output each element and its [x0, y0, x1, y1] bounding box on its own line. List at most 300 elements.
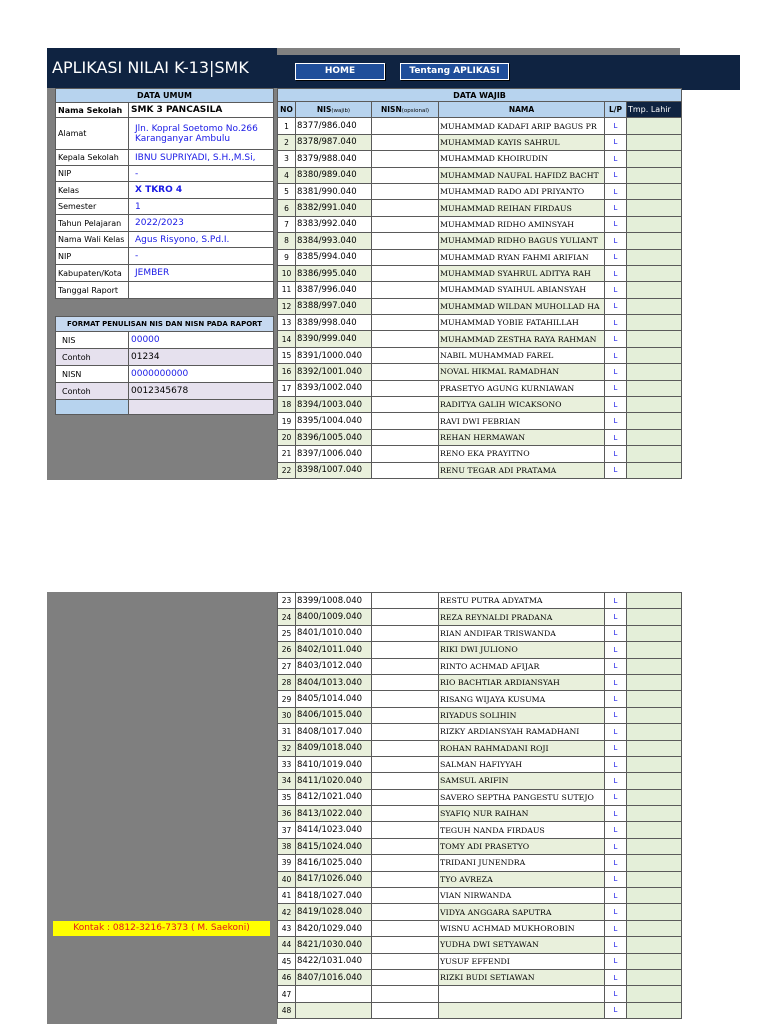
- student-lp[interactable]: L: [605, 740, 627, 756]
- student-nisn[interactable]: [372, 789, 439, 805]
- student-nisn[interactable]: [372, 691, 439, 707]
- table-row: [278, 822, 682, 838]
- student-nisn[interactable]: [372, 151, 439, 167]
- student-nis[interactable]: 8383/992.040: [296, 216, 372, 232]
- student-nama[interactable]: MUHAMMAD YOBIE FATAHILLAH: [439, 315, 605, 331]
- student-nisn[interactable]: [372, 707, 439, 723]
- student-nama[interactable]: RAVI DWI FEBRIAN: [439, 413, 605, 429]
- student-lp[interactable]: L: [605, 298, 627, 314]
- student-nisn[interactable]: [372, 756, 439, 772]
- student-tmp-lahir[interactable]: [627, 756, 682, 772]
- student-lp[interactable]: L: [605, 167, 627, 183]
- student-nis[interactable]: 8409/1018.040: [296, 740, 372, 756]
- table-row: [278, 429, 682, 445]
- student-lp[interactable]: L: [605, 642, 627, 658]
- student-nis[interactable]: 8392/1001.040: [296, 364, 372, 380]
- table-row: [278, 707, 682, 723]
- student-lp[interactable]: L: [605, 691, 627, 707]
- student-nisn[interactable]: [372, 838, 439, 854]
- student-nama[interactable]: MUHAMMAD SYAIHUL ABIANSYAH: [439, 282, 605, 298]
- student-tmp-lahir[interactable]: [627, 429, 682, 445]
- student-nama[interactable]: TEGUH NANDA FIRDAUS: [439, 822, 605, 838]
- student-nama[interactable]: RIZKY ARDIANSYAH RAMADHANI: [439, 724, 605, 740]
- student-lp[interactable]: L: [605, 249, 627, 265]
- student-no: 31: [278, 724, 296, 740]
- student-nisn[interactable]: [372, 265, 439, 281]
- student-nis[interactable]: 8402/1011.040: [296, 642, 372, 658]
- student-tmp-lahir[interactable]: [627, 838, 682, 854]
- table-row: [278, 216, 682, 232]
- student-tmp-lahir[interactable]: [627, 822, 682, 838]
- student-lp[interactable]: L: [605, 609, 627, 625]
- student-nama[interactable]: [439, 986, 605, 1002]
- student-nis[interactable]: 8405/1014.040: [296, 691, 372, 707]
- student-nisn[interactable]: [372, 986, 439, 1002]
- student-nama[interactable]: MUHAMMAD KADAFI ARIP BAGUS PR: [439, 118, 605, 134]
- student-tmp-lahir[interactable]: [627, 298, 682, 314]
- student-tmp-lahir[interactable]: [627, 216, 682, 232]
- table-row: [278, 183, 682, 199]
- value-format-nisn[interactable]: 0000000000: [129, 366, 274, 383]
- student-nisn[interactable]: [372, 937, 439, 953]
- student-lp[interactable]: L: [605, 789, 627, 805]
- student-lp[interactable]: L: [605, 397, 627, 413]
- student-lp[interactable]: L: [605, 183, 627, 199]
- student-nama[interactable]: MUHAMMAD ZESTHA RAYA RAHMAN: [439, 331, 605, 347]
- value-semester[interactable]: 1: [129, 199, 274, 215]
- student-lp[interactable]: L: [605, 756, 627, 772]
- student-nama[interactable]: SYAFIQ NUR RAIHAN: [439, 806, 605, 822]
- student-no: 22: [278, 462, 296, 478]
- student-lp[interactable]: L: [605, 953, 627, 969]
- student-nis[interactable]: 8418/1027.040: [296, 888, 372, 904]
- student-lp[interactable]: L: [605, 707, 627, 723]
- student-nis[interactable]: 8410/1019.040: [296, 756, 372, 772]
- student-lp[interactable]: L: [605, 151, 627, 167]
- student-nama[interactable]: MUHAMMAD KAYIS SAHRUL: [439, 134, 605, 150]
- student-nama[interactable]: WISNU ACHMAD MUKHOROBIN: [439, 920, 605, 936]
- student-nisn[interactable]: [372, 724, 439, 740]
- student-nisn[interactable]: [372, 249, 439, 265]
- student-nisn[interactable]: [372, 462, 439, 478]
- student-lp[interactable]: L: [605, 282, 627, 298]
- student-nisn[interactable]: [372, 380, 439, 396]
- student-lp[interactable]: L: [605, 855, 627, 871]
- student-nisn[interactable]: [372, 1002, 439, 1018]
- student-no: 48: [278, 1002, 296, 1018]
- student-nis[interactable]: 8411/1020.040: [296, 773, 372, 789]
- student-nama[interactable]: RIKI DWI JULIONO: [439, 642, 605, 658]
- home-button[interactable]: HOME: [295, 63, 385, 80]
- student-nama[interactable]: MUHAMMAD REIHAN FIRDAUS: [439, 200, 605, 216]
- student-tmp-lahir[interactable]: [627, 855, 682, 871]
- student-tmp-lahir[interactable]: [627, 183, 682, 199]
- student-no: 2: [278, 134, 296, 150]
- student-nisn[interactable]: [372, 855, 439, 871]
- student-lp[interactable]: L: [605, 118, 627, 134]
- student-nama[interactable]: MUHAMMAD RADO ADI PRIYANTO: [439, 183, 605, 199]
- student-nisn[interactable]: [372, 871, 439, 887]
- student-nis[interactable]: 8417/1026.040: [296, 871, 372, 887]
- student-tmp-lahir[interactable]: [627, 888, 682, 904]
- value-format-nis[interactable]: 00000: [129, 332, 274, 349]
- student-nis[interactable]: 8393/1002.040: [296, 380, 372, 396]
- student-nis[interactable]: 8382/991.040: [296, 200, 372, 216]
- student-tmp-lahir[interactable]: [627, 806, 682, 822]
- student-nisn[interactable]: [372, 167, 439, 183]
- student-no: 23: [278, 593, 296, 609]
- value-kepala-sekolah[interactable]: IBNU SUPRIYADI, S.H.,M.Si,: [129, 150, 274, 166]
- student-nisn[interactable]: [372, 642, 439, 658]
- student-no: 8: [278, 233, 296, 249]
- student-nama[interactable]: RADITYA GALIH WICAKSONO: [439, 397, 605, 413]
- table-row: [278, 249, 682, 265]
- student-nama[interactable]: RESTU PUTRA ADYATMA: [439, 593, 605, 609]
- student-nisn[interactable]: [372, 904, 439, 920]
- student-nis[interactable]: 8412/1021.040: [296, 789, 372, 805]
- student-nama[interactable]: ROHAN RAHMADANI ROJI: [439, 740, 605, 756]
- table-row: [278, 118, 682, 134]
- student-nisn[interactable]: [372, 298, 439, 314]
- student-nis[interactable]: 8419/1028.040: [296, 904, 372, 920]
- student-lp[interactable]: L: [605, 822, 627, 838]
- student-tmp-lahir[interactable]: [627, 315, 682, 331]
- table-row: [278, 298, 682, 314]
- student-nis[interactable]: 8385/994.040: [296, 249, 372, 265]
- student-nisn[interactable]: [372, 658, 439, 674]
- value-nip-wali[interactable]: -: [129, 248, 274, 265]
- student-lp[interactable]: L: [605, 134, 627, 150]
- student-nis[interactable]: 8422/1031.040: [296, 953, 372, 969]
- student-tmp-lahir[interactable]: [627, 118, 682, 134]
- student-lp[interactable]: L: [605, 724, 627, 740]
- student-nisn[interactable]: [372, 233, 439, 249]
- student-nis[interactable]: 8400/1009.040: [296, 609, 372, 625]
- student-lp[interactable]: L: [605, 446, 627, 462]
- student-nis[interactable]: 8394/1003.040: [296, 397, 372, 413]
- data-wajib-table-page-2: [277, 592, 682, 1019]
- student-nama[interactable]: MUHAMMAD SYAHRUL ADITYA RAH: [439, 265, 605, 281]
- student-nama[interactable]: NABIL MUHAMMAD FAREL: [439, 347, 605, 363]
- student-nisn[interactable]: [372, 315, 439, 331]
- student-nis[interactable]: 8413/1022.040: [296, 806, 372, 822]
- data-umum-title: DATA UMUM: [56, 89, 274, 103]
- value-tanggal-raport[interactable]: [129, 282, 274, 299]
- value-tahun-pelajaran[interactable]: 2022/2023: [129, 215, 274, 232]
- student-lp[interactable]: L: [605, 806, 627, 822]
- student-lp[interactable]: L: [605, 593, 627, 609]
- student-tmp-lahir[interactable]: [627, 151, 682, 167]
- student-nis[interactable]: 8395/1004.040: [296, 413, 372, 429]
- student-nama[interactable]: TYO AVREZA: [439, 871, 605, 887]
- value-nip-kepsek[interactable]: -: [129, 166, 274, 182]
- student-nis[interactable]: 8403/1012.040: [296, 658, 372, 674]
- label-kelas: Kelas: [56, 182, 129, 199]
- left-panel-background-2: [47, 592, 277, 1024]
- student-nisn[interactable]: [372, 740, 439, 756]
- student-tmp-lahir[interactable]: [627, 658, 682, 674]
- student-nis[interactable]: 8421/1030.040: [296, 937, 372, 953]
- student-lp[interactable]: L: [605, 364, 627, 380]
- student-tmp-lahir[interactable]: [627, 233, 682, 249]
- student-tmp-lahir[interactable]: [627, 789, 682, 805]
- student-lp[interactable]: L: [605, 937, 627, 953]
- student-nis[interactable]: 8384/993.040: [296, 233, 372, 249]
- student-no: 20: [278, 429, 296, 445]
- student-nisn[interactable]: [372, 806, 439, 822]
- student-lp[interactable]: L: [605, 871, 627, 887]
- student-nama[interactable]: MUHAMMAD RYAN FAHMI ARIFIAN: [439, 249, 605, 265]
- student-tmp-lahir[interactable]: [627, 249, 682, 265]
- student-nama[interactable]: YUSUF EFFENDI: [439, 953, 605, 969]
- student-tmp-lahir[interactable]: [627, 593, 682, 609]
- student-lp[interactable]: L: [605, 625, 627, 641]
- student-nisn[interactable]: [372, 822, 439, 838]
- value-kabupaten[interactable]: JEMBER: [129, 265, 274, 282]
- student-nisn[interactable]: [372, 429, 439, 445]
- student-no: 6: [278, 200, 296, 216]
- student-tmp-lahir[interactable]: [627, 1002, 682, 1018]
- student-nisn[interactable]: [372, 413, 439, 429]
- table-row: [278, 953, 682, 969]
- student-lp[interactable]: L: [605, 904, 627, 920]
- student-nis[interactable]: 8380/989.040: [296, 167, 372, 183]
- student-lp[interactable]: L: [605, 429, 627, 445]
- student-nama[interactable]: VIDYA ANGGARA SAPUTRA: [439, 904, 605, 920]
- student-nis[interactable]: 8416/1025.040: [296, 855, 372, 871]
- student-nis[interactable]: 8406/1015.040: [296, 707, 372, 723]
- student-nis[interactable]: 8415/1024.040: [296, 838, 372, 854]
- student-nis[interactable]: 8397/1006.040: [296, 446, 372, 462]
- student-nama[interactable]: SAMSUL ARIFIN: [439, 773, 605, 789]
- student-no: 16: [278, 364, 296, 380]
- student-lp[interactable]: L: [605, 315, 627, 331]
- student-nama[interactable]: RENU TEGAR ADI PRATAMA: [439, 462, 605, 478]
- student-tmp-lahir[interactable]: [627, 397, 682, 413]
- student-nama[interactable]: RINTO ACHMAD AFIJAR: [439, 658, 605, 674]
- student-tmp-lahir[interactable]: [627, 920, 682, 936]
- student-nisn[interactable]: [372, 282, 439, 298]
- student-nisn[interactable]: [372, 953, 439, 969]
- student-nis[interactable]: 8399/1008.040: [296, 593, 372, 609]
- student-nama[interactable]: RIO BACHTIAR ARDIANSYAH: [439, 674, 605, 690]
- student-nama[interactable]: SAVERO SEPTHA PANGESTU SUTEJO: [439, 789, 605, 805]
- student-no: 40: [278, 871, 296, 887]
- student-tmp-lahir[interactable]: [627, 986, 682, 1002]
- student-nis[interactable]: 8420/1029.040: [296, 920, 372, 936]
- format-title: FORMAT PENULISAN NIS DAN NISN PADA RAPORT: [56, 317, 274, 332]
- student-tmp-lahir[interactable]: [627, 134, 682, 150]
- student-nama[interactable]: [439, 1002, 605, 1018]
- student-tmp-lahir[interactable]: [627, 969, 682, 985]
- student-tmp-lahir[interactable]: [627, 331, 682, 347]
- student-tmp-lahir[interactable]: [627, 707, 682, 723]
- student-lp[interactable]: L: [605, 331, 627, 347]
- student-nis[interactable]: 8387/996.040: [296, 282, 372, 298]
- student-tmp-lahir[interactable]: [627, 413, 682, 429]
- student-tmp-lahir[interactable]: [627, 609, 682, 625]
- student-lp[interactable]: L: [605, 462, 627, 478]
- student-nisn[interactable]: [372, 216, 439, 232]
- student-nama[interactable]: TRIDANI JUNENDRA: [439, 855, 605, 871]
- student-lp[interactable]: L: [605, 658, 627, 674]
- student-nis[interactable]: 8379/988.040: [296, 151, 372, 167]
- table-row: [278, 1002, 682, 1018]
- student-nama[interactable]: RIYADUS SOLIHIN: [439, 707, 605, 723]
- student-tmp-lahir[interactable]: [627, 625, 682, 641]
- table-row: [278, 397, 682, 413]
- student-nama[interactable]: RISANG WIJAYA KUSUMA: [439, 691, 605, 707]
- student-tmp-lahir[interactable]: [627, 642, 682, 658]
- student-lp[interactable]: L: [605, 265, 627, 281]
- student-nisn[interactable]: [372, 397, 439, 413]
- student-nisn[interactable]: [372, 446, 439, 462]
- student-nisn[interactable]: [372, 331, 439, 347]
- student-lp[interactable]: L: [605, 969, 627, 985]
- student-nisn[interactable]: [372, 118, 439, 134]
- student-nisn[interactable]: [372, 625, 439, 641]
- table-row: [278, 609, 682, 625]
- student-nama[interactable]: MUHAMMAD NAUFAL HAFIDZ BACHT: [439, 167, 605, 183]
- student-tmp-lahir[interactable]: [627, 167, 682, 183]
- student-nama[interactable]: RIAN ANDIFAR TRISWANDA: [439, 625, 605, 641]
- student-nisn[interactable]: [372, 888, 439, 904]
- student-tmp-lahir[interactable]: [627, 740, 682, 756]
- student-lp[interactable]: L: [605, 347, 627, 363]
- student-nama[interactable]: MUHAMMAD RIDHO AMINSYAH: [439, 216, 605, 232]
- student-no: 32: [278, 740, 296, 756]
- table-row: [278, 740, 682, 756]
- student-tmp-lahir[interactable]: [627, 446, 682, 462]
- student-nis[interactable]: 8386/995.040: [296, 265, 372, 281]
- student-tmp-lahir[interactable]: [627, 380, 682, 396]
- student-lp[interactable]: L: [605, 888, 627, 904]
- student-nis[interactable]: 8404/1013.040: [296, 674, 372, 690]
- student-lp[interactable]: L: [605, 986, 627, 1002]
- student-nisn[interactable]: [372, 609, 439, 625]
- student-nama[interactable]: RIZKI BUDI SETIAWAN: [439, 969, 605, 985]
- data-wajib-title: DATA WAJIB: [278, 89, 682, 102]
- student-nama[interactable]: REZA REYNALDI PRADANA: [439, 609, 605, 625]
- data-wajib-table: [277, 88, 682, 479]
- student-nama[interactable]: YUDHA DWI SETYAWAN: [439, 937, 605, 953]
- student-nama[interactable]: MUHAMMAD RIDHO BAGUS YULIANT: [439, 233, 605, 249]
- student-tmp-lahir[interactable]: [627, 200, 682, 216]
- student-lp[interactable]: L: [605, 838, 627, 854]
- student-nisn[interactable]: [372, 364, 439, 380]
- student-lp[interactable]: L: [605, 216, 627, 232]
- student-lp[interactable]: L: [605, 674, 627, 690]
- student-tmp-lahir[interactable]: [627, 773, 682, 789]
- student-nama[interactable]: RENO EKA PRAYITNO: [439, 446, 605, 462]
- value-contoh-nisn: 0012345678: [129, 383, 274, 400]
- student-nisn[interactable]: [372, 920, 439, 936]
- label-alamat: Alamat: [56, 118, 129, 150]
- student-nisn[interactable]: [372, 183, 439, 199]
- label-nip-wali: NIP: [56, 248, 129, 265]
- about-app-button[interactable]: Tentang APLIKASI: [400, 63, 509, 80]
- student-lp[interactable]: L: [605, 233, 627, 249]
- student-lp[interactable]: L: [605, 200, 627, 216]
- student-nama[interactable]: SALMAN HAFIYYAH: [439, 756, 605, 772]
- student-nis[interactable]: 8407/1016.040: [296, 969, 372, 985]
- student-tmp-lahir[interactable]: [627, 937, 682, 953]
- student-nis[interactable]: 8381/990.040: [296, 183, 372, 199]
- student-nama[interactable]: TOMY ADI PRASETYO: [439, 838, 605, 854]
- table-row: [278, 462, 682, 478]
- student-nama[interactable]: MUHAMMAD KHOIRUDIN: [439, 151, 605, 167]
- student-nama[interactable]: REHAN HERMAWAN: [439, 429, 605, 445]
- student-lp[interactable]: L: [605, 413, 627, 429]
- student-nis[interactable]: [296, 986, 372, 1002]
- student-nisn[interactable]: [372, 200, 439, 216]
- student-nama[interactable]: MUHAMMAD WILDAN MUHOLLAD HA: [439, 298, 605, 314]
- student-nisn[interactable]: [372, 134, 439, 150]
- student-nis[interactable]: 8390/999.040: [296, 331, 372, 347]
- student-nama[interactable]: VIAN NIRWANDA: [439, 888, 605, 904]
- student-lp[interactable]: L: [605, 773, 627, 789]
- student-nisn[interactable]: [372, 969, 439, 985]
- student-no: 7: [278, 216, 296, 232]
- student-nis[interactable]: 8388/997.040: [296, 298, 372, 314]
- student-nisn[interactable]: [372, 674, 439, 690]
- value-nama-sekolah[interactable]: SMK 3 PANCASILA: [129, 103, 274, 118]
- student-tmp-lahir[interactable]: [627, 282, 682, 298]
- student-nisn[interactable]: [372, 347, 439, 363]
- student-nis[interactable]: 8398/1007.040: [296, 462, 372, 478]
- student-tmp-lahir[interactable]: [627, 871, 682, 887]
- student-tmp-lahir[interactable]: [627, 953, 682, 969]
- table-row: [278, 233, 682, 249]
- student-no: 41: [278, 888, 296, 904]
- student-nis[interactable]: 8377/986.040: [296, 118, 372, 134]
- table-row: [278, 904, 682, 920]
- student-lp[interactable]: L: [605, 920, 627, 936]
- student-nama[interactable]: PRASETYO AGUNG KURNIAWAN: [439, 380, 605, 396]
- student-nis[interactable]: 8378/987.040: [296, 134, 372, 150]
- student-tmp-lahir[interactable]: [627, 364, 682, 380]
- student-no: 15: [278, 347, 296, 363]
- student-nis[interactable]: 8391/1000.040: [296, 347, 372, 363]
- student-nis[interactable]: 8408/1017.040: [296, 724, 372, 740]
- value-kelas[interactable]: X TKRO 4: [129, 182, 274, 199]
- student-lp[interactable]: L: [605, 380, 627, 396]
- student-tmp-lahir[interactable]: [627, 265, 682, 281]
- student-nis[interactable]: [296, 1002, 372, 1018]
- student-tmp-lahir[interactable]: [627, 674, 682, 690]
- student-nisn[interactable]: [372, 773, 439, 789]
- table-row: [278, 658, 682, 674]
- label-wali-kelas: Nama Wali Kelas: [56, 232, 129, 248]
- student-lp[interactable]: L: [605, 1002, 627, 1018]
- student-nis[interactable]: 8401/1010.040: [296, 625, 372, 641]
- student-tmp-lahir[interactable]: [627, 904, 682, 920]
- student-nisn[interactable]: [372, 593, 439, 609]
- student-tmp-lahir[interactable]: [627, 462, 682, 478]
- student-no: 21: [278, 446, 296, 462]
- label-format-nis: NIS: [56, 332, 129, 349]
- student-tmp-lahir[interactable]: [627, 691, 682, 707]
- student-nis[interactable]: 8414/1023.040: [296, 822, 372, 838]
- student-nama[interactable]: NOVAL HIKMAL RAMADHAN: [439, 364, 605, 380]
- student-tmp-lahir[interactable]: [627, 347, 682, 363]
- student-nis[interactable]: 8396/1005.040: [296, 429, 372, 445]
- table-row: [278, 691, 682, 707]
- value-alamat[interactable]: Jln. Kopral Soetomo No.266 Karanganyar Ambulu: [129, 118, 274, 150]
- value-wali-kelas[interactable]: Agus Risyono, S.Pd.I.: [129, 232, 274, 248]
- student-tmp-lahir[interactable]: [627, 724, 682, 740]
- student-nis[interactable]: 8389/998.040: [296, 315, 372, 331]
